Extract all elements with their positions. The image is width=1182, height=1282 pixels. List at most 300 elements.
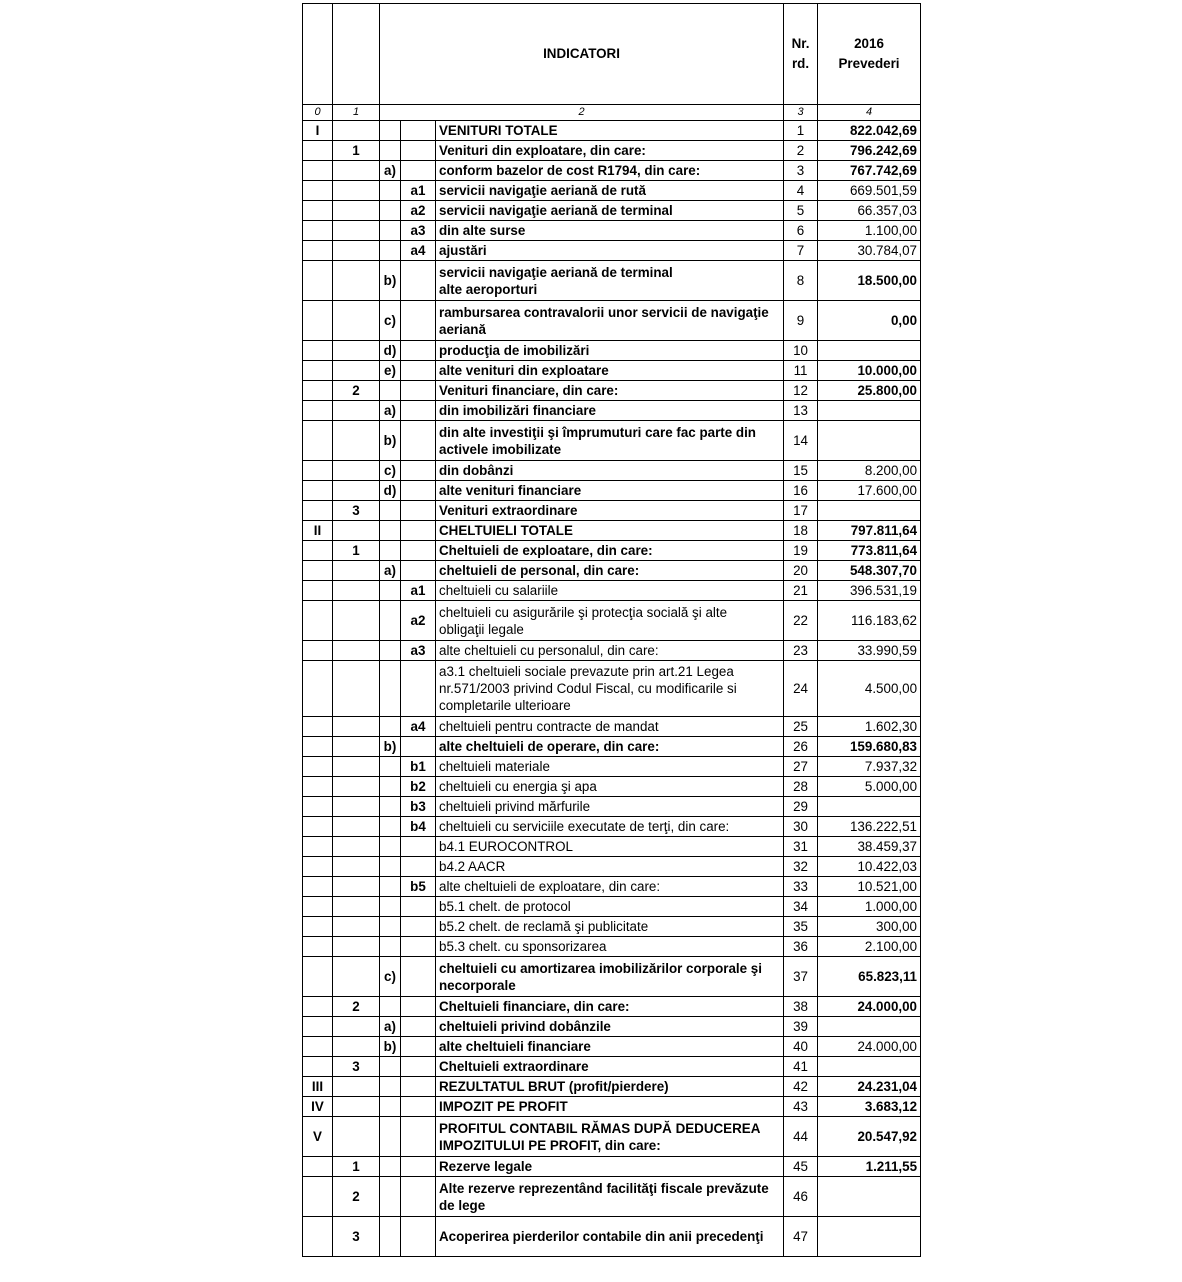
row-col2 bbox=[380, 661, 401, 717]
table-row bbox=[303, 1057, 921, 1077]
table-row bbox=[303, 661, 921, 717]
row-indicator bbox=[436, 1117, 784, 1157]
row-indicator-line: nr.571/2003 privind Codul Fiscal, cu modificarile si bbox=[439, 681, 737, 696]
row-col2 bbox=[380, 141, 401, 161]
row-col3 bbox=[401, 301, 436, 341]
row-number: 40 bbox=[784, 1037, 818, 1057]
header-col1 bbox=[333, 4, 380, 105]
row-indicator-line: din alte investiţii şi împrumuturi care fac parte din bbox=[439, 424, 756, 440]
row-col0 bbox=[303, 161, 333, 181]
row-col0 bbox=[303, 937, 333, 957]
row-col1: 3 bbox=[333, 1217, 380, 1257]
row-value: 7.937,32 bbox=[818, 757, 921, 777]
row-number: 43 bbox=[784, 1097, 818, 1117]
row-col3: a4 bbox=[401, 717, 436, 737]
row-col0 bbox=[303, 461, 333, 481]
row-col0 bbox=[303, 897, 333, 917]
row-number: 23 bbox=[784, 641, 818, 661]
row-col1 bbox=[333, 817, 380, 837]
row-number: 24 bbox=[784, 661, 818, 717]
row-indicator-line: REZULTATUL BRUT (profit/pierdere) bbox=[439, 1079, 669, 1094]
row-col2 bbox=[380, 521, 401, 541]
row-number: 18 bbox=[784, 521, 818, 541]
row-col2 bbox=[380, 877, 401, 897]
row-value: 669.501,59 bbox=[818, 181, 921, 201]
row-number: 39 bbox=[784, 1017, 818, 1037]
row-indicator-line: b4.1 EUROCONTROL bbox=[439, 839, 573, 854]
row-indicator bbox=[436, 661, 784, 717]
header-nr-line2: rd. bbox=[791, 56, 810, 71]
row-indicator-line: b5.2 chelt. de reclamă şi publicitate bbox=[439, 919, 649, 934]
row-indicator-line: de lege bbox=[439, 1197, 486, 1213]
row-indicator-line: completarile ulterioare bbox=[439, 698, 571, 713]
row-col1 bbox=[333, 737, 380, 757]
table-row bbox=[303, 201, 921, 221]
row-number: 25 bbox=[784, 717, 818, 737]
row-number: 42 bbox=[784, 1077, 818, 1097]
row-col0 bbox=[303, 997, 333, 1017]
row-indicator-line: cheltuieli de personal, din care: bbox=[439, 563, 640, 578]
table-row bbox=[303, 361, 921, 381]
row-col2 bbox=[380, 121, 401, 141]
row-indicator-line: IMPOZITULUI PE PROFIT, din care: bbox=[439, 1137, 661, 1153]
row-value: 1.602,30 bbox=[818, 717, 921, 737]
row-col2 bbox=[380, 1097, 401, 1117]
row-col1: 3 bbox=[333, 1057, 380, 1077]
col-num-0: 0 bbox=[303, 105, 333, 121]
row-col1 bbox=[333, 521, 380, 541]
row-col0 bbox=[303, 737, 333, 757]
row-col2: e) bbox=[380, 361, 401, 381]
row-col0 bbox=[303, 857, 333, 877]
row-col3 bbox=[401, 341, 436, 361]
row-col2 bbox=[380, 817, 401, 837]
row-value bbox=[818, 501, 921, 521]
row-col3 bbox=[401, 937, 436, 957]
row-indicator-line: cheltuieli materiale bbox=[439, 759, 550, 774]
header-nr bbox=[784, 4, 818, 105]
row-indicator-line: alte venituri din exploatare bbox=[439, 363, 609, 378]
row-indicator-line: cheltuieli cu amortizarea imobilizărilor corporale şi bbox=[439, 960, 762, 976]
row-col3: a4 bbox=[401, 241, 436, 261]
row-col2 bbox=[380, 797, 401, 817]
row-value: 33.990,59 bbox=[818, 641, 921, 661]
row-col0: III bbox=[303, 1077, 333, 1097]
row-value: 25.800,00 bbox=[818, 381, 921, 401]
row-indicator-line: a3.1 cheltuieli sociale prevazute prin art.21 Legea bbox=[439, 664, 734, 679]
row-value bbox=[818, 797, 921, 817]
row-col0 bbox=[303, 1217, 333, 1257]
row-col3 bbox=[401, 997, 436, 1017]
row-indicator bbox=[436, 837, 784, 857]
table-row bbox=[303, 1097, 921, 1117]
row-col1 bbox=[333, 301, 380, 341]
row-value: 24.000,00 bbox=[818, 997, 921, 1017]
row-number: 47 bbox=[784, 1217, 818, 1257]
row-value: 66.357,03 bbox=[818, 201, 921, 221]
row-value: 5.000,00 bbox=[818, 777, 921, 797]
row-indicator-line: b5.3 chelt. cu sponsorizarea bbox=[439, 939, 607, 954]
row-indicator bbox=[436, 341, 784, 361]
table-row bbox=[303, 1117, 921, 1157]
row-value: 548.307,70 bbox=[818, 561, 921, 581]
row-value: 0,00 bbox=[818, 301, 921, 341]
row-number: 44 bbox=[784, 1117, 818, 1157]
row-value: 773.811,64 bbox=[818, 541, 921, 561]
row-indicator-line: cheltuieli privind mărfurile bbox=[439, 799, 591, 814]
row-value: 17.600,00 bbox=[818, 481, 921, 501]
row-col3 bbox=[401, 261, 436, 301]
row-col2: b) bbox=[380, 421, 401, 461]
row-indicator-line: servicii navigaţie aeriană de rută bbox=[439, 183, 646, 198]
table-row bbox=[303, 341, 921, 361]
row-number: 19 bbox=[784, 541, 818, 561]
row-col0 bbox=[303, 1177, 333, 1217]
col-num-3: 3 bbox=[784, 105, 818, 121]
row-number: 14 bbox=[784, 421, 818, 461]
row-col2 bbox=[380, 777, 401, 797]
row-indicator-line: producţia de imobilizări bbox=[439, 343, 590, 358]
row-number: 34 bbox=[784, 897, 818, 917]
budget-table bbox=[302, 3, 921, 1257]
table-row bbox=[303, 957, 921, 997]
row-col3: b1 bbox=[401, 757, 436, 777]
row-col1 bbox=[333, 777, 380, 797]
row-col0 bbox=[303, 917, 333, 937]
row-indicator-line: Cheltuieli extraordinare bbox=[439, 1059, 589, 1074]
row-col1 bbox=[333, 1077, 380, 1097]
row-indicator-line: alte aeroporturi bbox=[439, 281, 538, 297]
row-indicator bbox=[436, 937, 784, 957]
row-indicator bbox=[436, 1217, 784, 1257]
row-indicator bbox=[436, 501, 784, 521]
row-col3: a1 bbox=[401, 581, 436, 601]
table-row bbox=[303, 877, 921, 897]
row-value bbox=[818, 341, 921, 361]
row-col2 bbox=[380, 601, 401, 641]
table-row bbox=[303, 777, 921, 797]
row-value: 20.547,92 bbox=[818, 1117, 921, 1157]
row-col0 bbox=[303, 561, 333, 581]
row-col0 bbox=[303, 361, 333, 381]
row-col0 bbox=[303, 757, 333, 777]
row-indicator bbox=[436, 757, 784, 777]
row-indicator-line: cheltuieli cu asigurările şi protecţia socială şi alte bbox=[439, 604, 728, 620]
row-value: 4.500,00 bbox=[818, 661, 921, 717]
row-col2 bbox=[380, 717, 401, 737]
row-indicator-line: Cheltuieli de exploatare, din care: bbox=[439, 543, 653, 558]
row-col2: a) bbox=[380, 1017, 401, 1037]
row-col2 bbox=[380, 1057, 401, 1077]
row-number: 33 bbox=[784, 877, 818, 897]
row-value: 767.742,69 bbox=[818, 161, 921, 181]
row-col3 bbox=[401, 521, 436, 541]
row-col2 bbox=[380, 1077, 401, 1097]
row-col1: 2 bbox=[333, 1177, 380, 1217]
row-col3 bbox=[401, 857, 436, 877]
row-indicator bbox=[436, 421, 784, 461]
row-col1 bbox=[333, 421, 380, 461]
row-col2 bbox=[380, 897, 401, 917]
row-col3 bbox=[401, 1157, 436, 1177]
row-col1 bbox=[333, 837, 380, 857]
row-number: 29 bbox=[784, 797, 818, 817]
row-col2 bbox=[380, 501, 401, 521]
row-col0: V bbox=[303, 1117, 333, 1157]
row-value: 10.521,00 bbox=[818, 877, 921, 897]
table-row bbox=[303, 1037, 921, 1057]
row-value: 396.531,19 bbox=[818, 581, 921, 601]
row-number: 15 bbox=[784, 461, 818, 481]
row-indicator-line: Venituri financiare, din care: bbox=[439, 383, 619, 398]
table-row bbox=[303, 241, 921, 261]
row-col2: b) bbox=[380, 1037, 401, 1057]
col-num-4: 4 bbox=[818, 105, 921, 121]
row-col2 bbox=[380, 641, 401, 661]
row-col1: 1 bbox=[333, 141, 380, 161]
row-number: 5 bbox=[784, 201, 818, 221]
row-col1 bbox=[333, 1037, 380, 1057]
row-number: 16 bbox=[784, 481, 818, 501]
row-col3: a3 bbox=[401, 221, 436, 241]
row-col1 bbox=[333, 481, 380, 501]
table-row bbox=[303, 581, 921, 601]
row-indicator-line: Rezerve legale bbox=[439, 1159, 533, 1174]
row-value: 2.100,00 bbox=[818, 937, 921, 957]
row-indicator-line: alte cheltuieli cu personalul, din care: bbox=[439, 643, 659, 658]
header-prevederi: Prevederi bbox=[838, 56, 900, 71]
row-indicator-line: din alte surse bbox=[439, 223, 526, 238]
table-row bbox=[303, 221, 921, 241]
row-col0: IV bbox=[303, 1097, 333, 1117]
row-indicator-line: CHELTUIELI TOTALE bbox=[439, 523, 573, 538]
row-col0 bbox=[303, 957, 333, 997]
row-col0: II bbox=[303, 521, 333, 541]
row-col3: a2 bbox=[401, 201, 436, 221]
row-col0 bbox=[303, 797, 333, 817]
row-col3: a2 bbox=[401, 601, 436, 641]
row-col0: I bbox=[303, 121, 333, 141]
row-value: 8.200,00 bbox=[818, 461, 921, 481]
row-indicator bbox=[436, 957, 784, 997]
row-col1 bbox=[333, 361, 380, 381]
row-value bbox=[818, 1057, 921, 1077]
row-indicator-line: cheltuieli pentru contracte de mandat bbox=[439, 719, 659, 734]
row-col1 bbox=[333, 341, 380, 361]
table-row bbox=[303, 421, 921, 461]
row-indicator bbox=[436, 461, 784, 481]
row-col1: 2 bbox=[333, 381, 380, 401]
row-indicator bbox=[436, 797, 784, 817]
table-row bbox=[303, 997, 921, 1017]
row-indicator-line: Acoperirea pierderilor contabile din anii precedenţi bbox=[439, 1229, 764, 1244]
row-col3 bbox=[401, 1117, 436, 1157]
header-period bbox=[818, 4, 921, 105]
row-indicator bbox=[436, 601, 784, 641]
row-value: 1.211,55 bbox=[818, 1157, 921, 1177]
row-col3 bbox=[401, 561, 436, 581]
row-col2 bbox=[380, 221, 401, 241]
row-number: 9 bbox=[784, 301, 818, 341]
row-col2 bbox=[380, 241, 401, 261]
row-col2: c) bbox=[380, 301, 401, 341]
row-col1: 3 bbox=[333, 501, 380, 521]
col-num-1: 1 bbox=[333, 105, 380, 121]
table-row bbox=[303, 301, 921, 341]
row-indicator bbox=[436, 1157, 784, 1177]
row-indicator-line: Cheltuieli financiare, din care: bbox=[439, 999, 630, 1014]
row-number: 31 bbox=[784, 837, 818, 857]
row-col0 bbox=[303, 241, 333, 261]
row-number: 28 bbox=[784, 777, 818, 797]
row-indicator bbox=[436, 1057, 784, 1077]
row-indicator bbox=[436, 481, 784, 501]
row-indicator-line: b4.2 AACR bbox=[439, 859, 506, 874]
row-number: 27 bbox=[784, 757, 818, 777]
row-indicator-line: servicii navigaţie aeriană de terminal bbox=[439, 264, 673, 280]
row-number: 37 bbox=[784, 957, 818, 997]
row-col1 bbox=[333, 161, 380, 181]
row-col1: 1 bbox=[333, 541, 380, 561]
row-indicator-line: Venituri extraordinare bbox=[439, 503, 578, 518]
table-row bbox=[303, 817, 921, 837]
row-col1 bbox=[333, 661, 380, 717]
row-col3 bbox=[401, 381, 436, 401]
row-value: 18.500,00 bbox=[818, 261, 921, 301]
table-row bbox=[303, 461, 921, 481]
row-col3 bbox=[401, 1017, 436, 1037]
row-indicator bbox=[436, 817, 784, 837]
table-row bbox=[303, 641, 921, 661]
row-col1 bbox=[333, 717, 380, 737]
row-indicator-line: necorporale bbox=[439, 977, 516, 993]
table-row bbox=[303, 261, 921, 301]
row-col0 bbox=[303, 1037, 333, 1057]
row-indicator bbox=[436, 1017, 784, 1037]
row-number: 13 bbox=[784, 401, 818, 421]
row-indicator-line: Alte rezerve reprezentând facilităţi fiscale prevăzute bbox=[439, 1180, 769, 1196]
row-number: 12 bbox=[784, 381, 818, 401]
row-indicator bbox=[436, 541, 784, 561]
row-indicator bbox=[436, 857, 784, 877]
row-col3 bbox=[401, 897, 436, 917]
row-indicator-line: alte cheltuieli de operare, din care: bbox=[439, 739, 660, 754]
row-col1: 1 bbox=[333, 1157, 380, 1177]
row-col2 bbox=[380, 1117, 401, 1157]
row-value: 116.183,62 bbox=[818, 601, 921, 641]
row-col0 bbox=[303, 1057, 333, 1077]
row-indicator bbox=[436, 361, 784, 381]
row-col0 bbox=[303, 481, 333, 501]
row-indicator-line: obligaţii legale bbox=[439, 621, 524, 637]
row-number: 1 bbox=[784, 121, 818, 141]
row-col1 bbox=[333, 601, 380, 641]
row-col3 bbox=[401, 1077, 436, 1097]
row-col3 bbox=[401, 141, 436, 161]
col-num-2: 2 bbox=[380, 105, 784, 121]
row-indicator-line: alte venituri financiare bbox=[439, 483, 582, 498]
row-col2 bbox=[380, 997, 401, 1017]
row-col2 bbox=[380, 837, 401, 857]
row-value: 1.100,00 bbox=[818, 221, 921, 241]
row-col1 bbox=[333, 221, 380, 241]
row-indicator-line: aeriană bbox=[439, 321, 486, 337]
row-value: 24.231,04 bbox=[818, 1077, 921, 1097]
row-indicator bbox=[436, 261, 784, 301]
row-col2 bbox=[380, 757, 401, 777]
table-row bbox=[303, 717, 921, 737]
row-col2 bbox=[380, 857, 401, 877]
row-indicator bbox=[436, 161, 784, 181]
row-number: 21 bbox=[784, 581, 818, 601]
row-col1 bbox=[333, 1117, 380, 1157]
row-col3 bbox=[401, 541, 436, 561]
row-indicator bbox=[436, 877, 784, 897]
row-indicator bbox=[436, 917, 784, 937]
row-col2 bbox=[380, 937, 401, 957]
row-indicator-line: alte cheltuieli de exploatare, din care: bbox=[439, 879, 661, 894]
table-row bbox=[303, 1177, 921, 1217]
row-col0 bbox=[303, 1017, 333, 1037]
table-row bbox=[303, 541, 921, 561]
table-row bbox=[303, 737, 921, 757]
table-row bbox=[303, 837, 921, 857]
row-indicator-line: PROFITUL CONTABIL RĂMAS DUPĂ DEDUCEREA bbox=[439, 1120, 761, 1136]
row-col0 bbox=[303, 581, 333, 601]
header-nr-line1: Nr. bbox=[791, 36, 810, 51]
row-col3: a1 bbox=[401, 181, 436, 201]
row-number: 10 bbox=[784, 341, 818, 361]
row-col2: a) bbox=[380, 561, 401, 581]
table-row bbox=[303, 601, 921, 641]
row-col3 bbox=[401, 121, 436, 141]
row-col1 bbox=[333, 241, 380, 261]
row-indicator-line: activele imobilizate bbox=[439, 441, 562, 457]
row-col1 bbox=[333, 461, 380, 481]
row-number: 26 bbox=[784, 737, 818, 757]
row-col0 bbox=[303, 641, 333, 661]
row-indicator bbox=[436, 897, 784, 917]
row-indicator bbox=[436, 181, 784, 201]
row-col0 bbox=[303, 877, 333, 897]
row-value: 24.000,00 bbox=[818, 1037, 921, 1057]
row-col1 bbox=[333, 261, 380, 301]
table-row bbox=[303, 1217, 921, 1257]
row-indicator bbox=[436, 717, 784, 737]
row-indicator bbox=[436, 1077, 784, 1097]
row-number: 30 bbox=[784, 817, 818, 837]
table-row bbox=[303, 917, 921, 937]
row-col1 bbox=[333, 581, 380, 601]
row-value: 1.000,00 bbox=[818, 897, 921, 917]
row-number: 8 bbox=[784, 261, 818, 301]
row-indicator bbox=[436, 121, 784, 141]
row-col0 bbox=[303, 381, 333, 401]
table-row bbox=[303, 1017, 921, 1037]
row-indicator bbox=[436, 401, 784, 421]
row-indicator-line: cheltuieli privind dobânzile bbox=[439, 1019, 611, 1034]
row-col2 bbox=[380, 1177, 401, 1217]
row-col0 bbox=[303, 341, 333, 361]
row-col1 bbox=[333, 917, 380, 937]
row-col3 bbox=[401, 461, 436, 481]
row-col3 bbox=[401, 661, 436, 717]
row-value: 3.683,12 bbox=[818, 1097, 921, 1117]
row-col3 bbox=[401, 1097, 436, 1117]
row-col1 bbox=[333, 1097, 380, 1117]
row-value bbox=[818, 1177, 921, 1217]
row-indicator-line: din imobilizări financiare bbox=[439, 403, 597, 418]
